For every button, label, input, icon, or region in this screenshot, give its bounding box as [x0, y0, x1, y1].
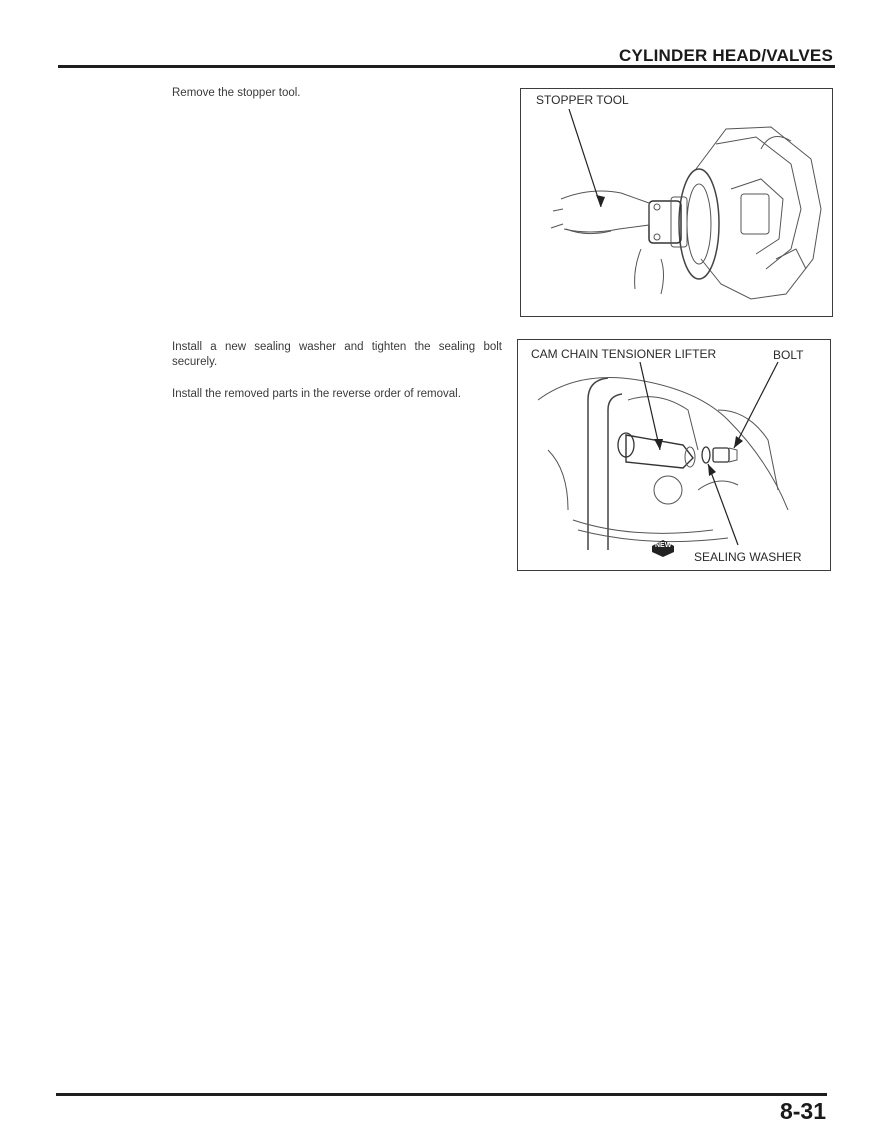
step-install-removed-parts: Install the removed parts in the reverse order of removal. — [172, 388, 461, 400]
new-badge-text: NEW — [655, 542, 672, 549]
new-part-icon — [650, 538, 676, 558]
label-bolt: BOLT — [773, 348, 804, 362]
step-remove-stopper-tool: Remove the stopper tool. — [172, 87, 301, 99]
footer-rule — [56, 1093, 827, 1096]
step-install-sealing-washer: Install a new sealing washer and tighten the sealing bolt securely. — [172, 341, 502, 368]
label-stopper-tool: STOPPER TOOL — [536, 93, 629, 107]
figure-cam-chain-tensioner — [517, 339, 831, 571]
figure-stopper-tool — [520, 88, 833, 317]
page-number: 8-31 — [779, 1098, 826, 1124]
stopper-tool-illustration — [521, 89, 832, 316]
label-cam-chain-tensioner-lifter: CAM CHAIN TENSIONER LIFTER — [531, 347, 717, 361]
label-sealing-washer: SEALING WASHER — [694, 550, 802, 564]
tensioner-lifter-illustration — [518, 340, 830, 570]
header-rule — [58, 65, 835, 68]
section-title: CYLINDER HEAD/VALVES — [618, 46, 833, 65]
